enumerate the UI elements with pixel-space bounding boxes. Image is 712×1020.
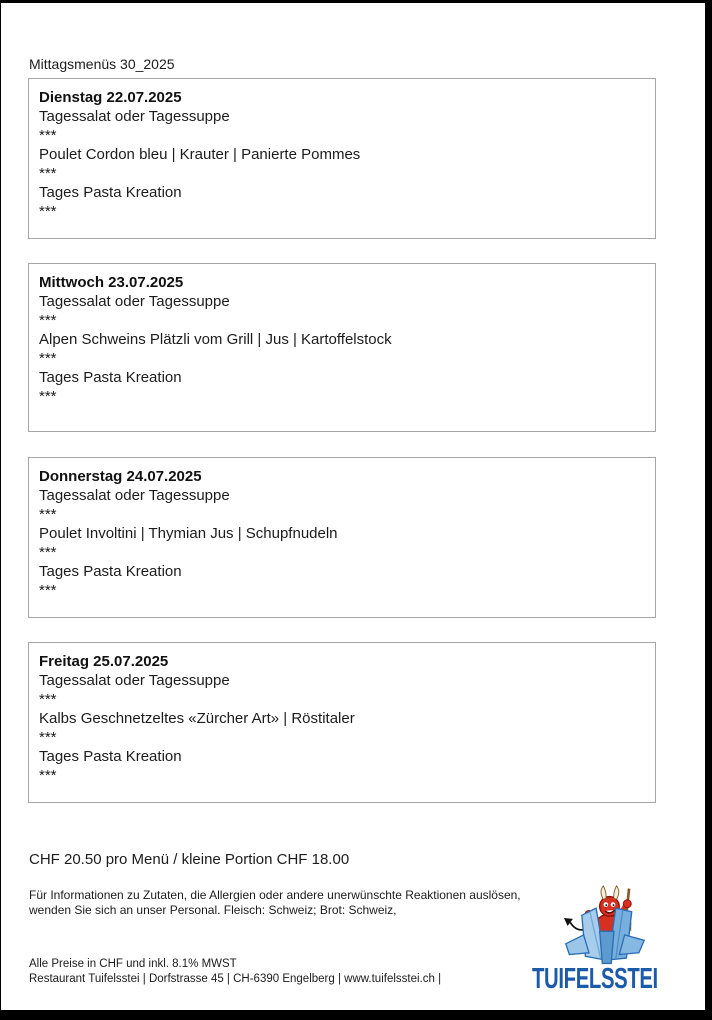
menu-pasta-line: Tages Pasta Kreation (39, 369, 182, 386)
menu-pasta-line: Tages Pasta Kreation (39, 563, 182, 580)
menu-main-line: Kalbs Geschnetzeltes «Zürcher Art» | Röstitaler (39, 710, 355, 727)
menu-pasta-line: Tages Pasta Kreation (39, 748, 182, 765)
menu-card-dienstag (28, 78, 656, 239)
menu-starter-line: Tagessalat oder Tagessuppe (39, 487, 230, 504)
menu-starter-line: Tagessalat oder Tagessuppe (39, 293, 230, 310)
vat-note: Alle Preise in CHF und inkl. 8.1% MWST (29, 958, 237, 970)
restaurant-address-line: Restaurant Tuifelsstei | Dorfstrasse 45 | CH-6390 Engelberg | www.tuifelsstei.ch | (29, 973, 442, 985)
separator-stars: *** (39, 350, 57, 367)
menu-page (1, 3, 705, 1010)
menu-starter-line: Tagessalat oder Tagessuppe (39, 672, 230, 689)
menu-day-heading: Freitag 25.07.2025 (39, 653, 169, 670)
menu-card-mittwoch (28, 263, 656, 432)
separator-stars: *** (39, 729, 57, 746)
menu-main-line: Poulet Involtini | Thymian Jus | Schupfnudeln (39, 525, 338, 542)
menu-day-heading: Mittwoch 23.07.2025 (39, 274, 184, 291)
separator-stars: *** (39, 165, 57, 182)
document-title: Mittagsmenüs 30_2025 (29, 56, 175, 72)
separator-stars: *** (39, 506, 57, 523)
menu-pasta-line: Tages Pasta Kreation (39, 184, 182, 201)
separator-stars: *** (39, 127, 57, 144)
price-line: CHF 20.50 pro Menü / kleine Portion CHF 18.00 (29, 851, 350, 868)
menu-main-line: Alpen Schweins Plätzli vom Grill | Jus | Kartoffelstock (39, 331, 392, 348)
allergy-info-line2: wenden Sie sich an unser Personal. Fleisch: Schweiz; Brot: Schweiz, (29, 902, 397, 917)
menu-card-freitag (28, 642, 656, 803)
separator-stars: *** (39, 312, 57, 329)
menu-card-donnerstag (28, 457, 656, 618)
brand-wordmark: TUIFELSSTEI (532, 963, 658, 995)
separator-stars: *** (39, 767, 57, 784)
menu-day-heading: Donnerstag 24.07.2025 (39, 468, 202, 485)
separator-stars: *** (39, 203, 57, 220)
menu-day-heading: Dienstag 22.07.2025 (39, 89, 182, 106)
allergy-info (29, 888, 521, 917)
separator-stars: *** (39, 582, 57, 599)
separator-stars: *** (39, 691, 57, 708)
separator-stars: *** (39, 388, 57, 405)
menu-main-line: Poulet Cordon bleu | Krauter | Panierte Pommes (39, 146, 361, 163)
menu-starter-line: Tagessalat oder Tagessuppe (39, 108, 230, 125)
devil-crystal-logo-icon (557, 885, 653, 967)
allergy-info-line1: Für Informationen zu Zutaten, die Allergien oder andere unerwünschte Reaktionen auslösen, (29, 888, 521, 902)
separator-stars: *** (39, 544, 57, 561)
